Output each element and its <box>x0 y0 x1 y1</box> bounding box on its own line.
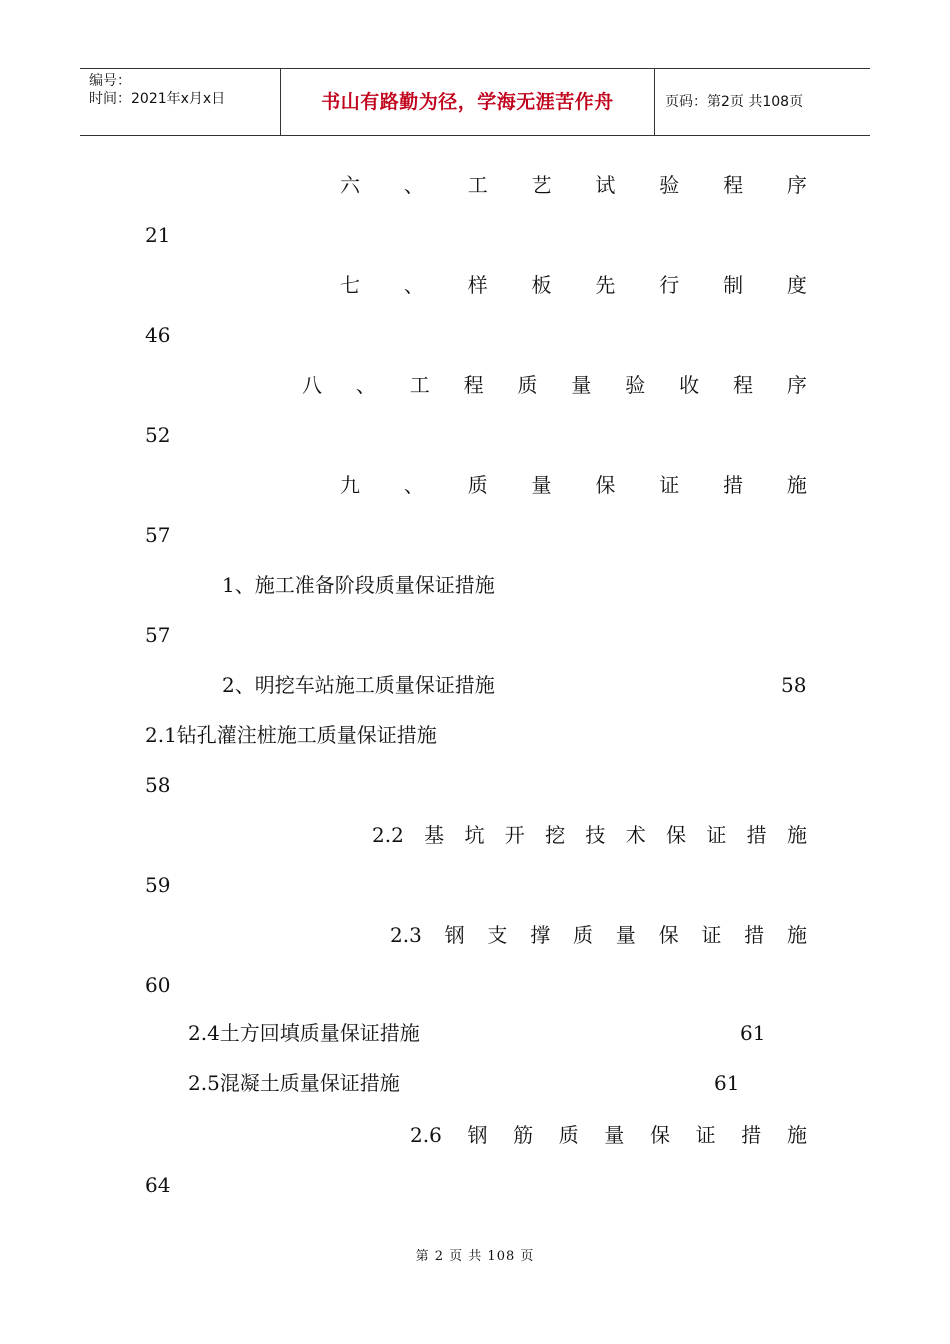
toc-char: 措 <box>744 923 765 947</box>
toc-char: 九 <box>340 473 360 497</box>
toc-char: 技 <box>585 823 606 847</box>
toc-entry-title: 2.5混凝土质量保证措施 <box>188 1071 400 1095</box>
toc-char: 板 <box>531 273 552 297</box>
toc-char: 支 <box>487 923 508 947</box>
toc-char: 保 <box>658 923 679 947</box>
toc-char: 施 <box>786 823 807 847</box>
toc-char: 、 <box>355 373 376 397</box>
header-page-label: 页码：第2页 共108页 <box>665 94 804 110</box>
toc-char: 钢 <box>444 923 465 947</box>
header-motto: 书山有路勤为径，学海无涯苦作舟 <box>281 69 655 135</box>
toc-char: 证 <box>659 473 680 497</box>
toc-entry-title <box>390 922 807 948</box>
toc-entry-page: 21 <box>145 223 171 247</box>
toc-entry-title: 1、施工准备阶段质量保证措施 <box>222 573 495 597</box>
toc-char: 筋 <box>513 1123 534 1147</box>
toc-char: 质 <box>573 923 593 947</box>
toc-char: 保 <box>595 473 616 497</box>
date-label: 时间：2021年x月x日 <box>89 91 226 107</box>
toc-entry-title <box>340 472 807 498</box>
toc-entry-page: 64 <box>145 1173 171 1197</box>
toc-entry-page: 58 <box>145 773 171 797</box>
toc-char: 施 <box>786 473 807 497</box>
toc-entry-page: 57 <box>145 623 171 647</box>
toc-entry-page: 46 <box>145 323 171 347</box>
toc-entry-title: 2.1钻孔灌注桩施工质量保证措施 <box>145 723 437 747</box>
toc-char: 序 <box>786 373 807 397</box>
toc-char: 质 <box>517 373 538 397</box>
toc-char: 工 <box>409 373 430 397</box>
toc-char: 证 <box>706 823 727 847</box>
toc-char: 程 <box>733 373 753 397</box>
toc-char: 八 <box>302 373 322 397</box>
toc-char: 撑 <box>530 923 551 947</box>
toc-char: 钢 <box>467 1123 488 1147</box>
toc-entry-title: 2.4土方回填质量保证措施 <box>188 1021 420 1045</box>
toc-char: 工 <box>467 173 488 197</box>
toc-char: 程 <box>463 373 484 397</box>
toc-char: 质 <box>558 1123 579 1147</box>
toc-entry-page: 58 <box>781 673 807 697</box>
toc-char: 量 <box>604 1123 625 1147</box>
toc-entry-title <box>372 822 807 848</box>
toc-entry-page: 57 <box>145 523 171 547</box>
toc-char: 程 <box>723 173 744 197</box>
toc-char: 量 <box>531 473 552 497</box>
toc-char: 证 <box>701 923 722 947</box>
toc-char: 开 <box>504 823 525 847</box>
toc-char: 保 <box>666 823 686 847</box>
toc-entry-page: 52 <box>145 423 171 447</box>
toc-char: 、 <box>403 273 424 297</box>
toc-char: 保 <box>650 1123 671 1147</box>
toc-entry-title <box>410 1122 807 1148</box>
toc-entry-title <box>340 172 807 198</box>
toc-entry-page: 61 <box>740 1021 766 1045</box>
toc-char: 量 <box>571 373 592 397</box>
toc-char: 质 <box>467 473 488 497</box>
toc-entry-page: 61 <box>714 1071 740 1095</box>
toc-entry-title: 2、明挖车站施工质量保证措施 <box>222 673 495 697</box>
toc-char: 证 <box>695 1123 716 1147</box>
toc-char: 验 <box>659 173 680 197</box>
toc-entry-title <box>340 272 807 298</box>
serial-label: 编号： <box>89 73 131 89</box>
toc-char: 2.2 <box>372 823 404 847</box>
toc-char: 六 <box>340 173 360 197</box>
toc-char: 措 <box>741 1123 762 1147</box>
toc-char: 行 <box>659 273 680 297</box>
toc-char: 坑 <box>464 823 485 847</box>
toc-char: 样 <box>467 273 488 297</box>
toc-char: 施 <box>786 923 807 947</box>
toc-char: 试 <box>595 173 616 197</box>
toc-entry-page: 60 <box>145 973 171 997</box>
toc-char: 度 <box>786 273 807 297</box>
toc-char: 2.3 <box>390 923 422 947</box>
toc-char: 艺 <box>531 173 552 197</box>
toc-char: 措 <box>746 823 767 847</box>
toc-char: 、 <box>403 173 424 197</box>
toc-char: 挖 <box>545 823 566 847</box>
toc-char: 七 <box>340 273 360 297</box>
toc-char: 施 <box>786 1123 807 1147</box>
toc-char: 先 <box>595 273 616 297</box>
toc-char: 基 <box>424 823 445 847</box>
toc-entry-page: 59 <box>145 873 171 897</box>
page-footer: 第 2 页 共 108 页 <box>415 1249 535 1264</box>
toc-char: 措 <box>723 473 744 497</box>
toc-char: 2.6 <box>410 1123 442 1147</box>
toc-entry-title <box>302 372 807 398</box>
toc-char: 、 <box>403 473 424 497</box>
page-header <box>80 68 870 136</box>
header-info-cell <box>80 69 281 135</box>
toc-char: 量 <box>615 923 636 947</box>
toc-char: 序 <box>786 173 807 197</box>
toc-char: 术 <box>625 823 646 847</box>
toc-char: 验 <box>625 373 646 397</box>
toc-char: 收 <box>679 373 700 397</box>
toc-char: 制 <box>723 273 744 297</box>
